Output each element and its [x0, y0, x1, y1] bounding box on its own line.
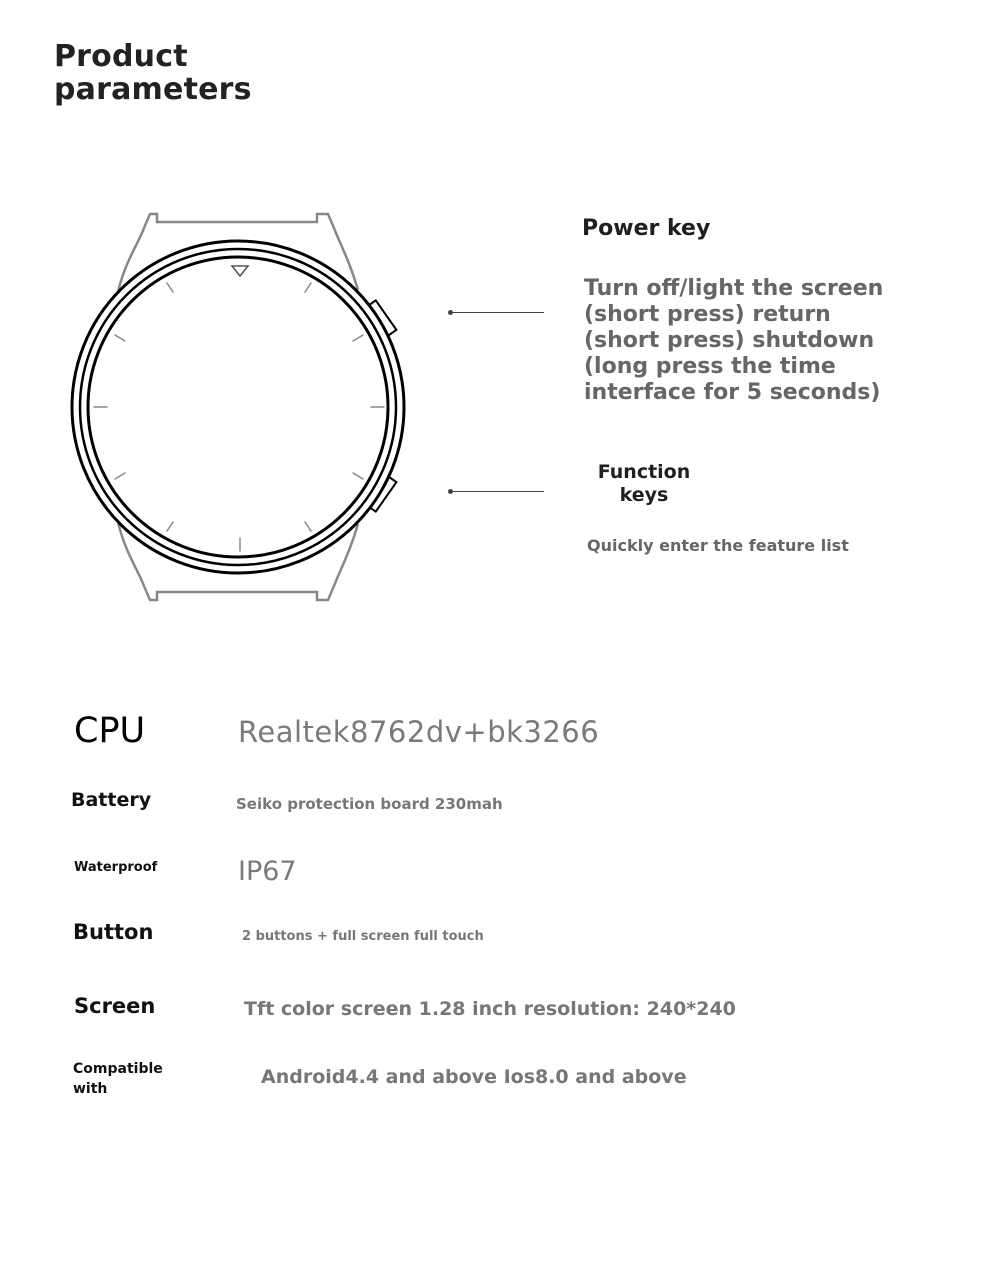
power-key-title: Power key [582, 216, 711, 241]
power-key-leader-line [451, 312, 544, 313]
spec-value: Seiko protection board 230mah [236, 795, 503, 813]
smartwatch-illustration [60, 200, 420, 610]
spec-label: Button [73, 920, 154, 944]
power-key-description: Turn off/light the screen (short press) return (short press) shutdown (long press the time interface for 5 seconds) [584, 276, 884, 405]
spec-label: Compatible with [73, 1061, 163, 1097]
spec-value: Android4.4 and above Ios8.0 and above [261, 1066, 687, 1088]
spec-label: Waterproof [74, 860, 158, 875]
spec-value: Realtek8762dv+bk3266 [238, 715, 600, 749]
spec-label: CPU [74, 711, 146, 751]
spec-value: 2 buttons + full screen full touch [242, 929, 484, 944]
spec-value: Tft color screen 1.28 inch resolution: 240*240 [244, 998, 736, 1020]
function-key-leader-line [451, 491, 544, 492]
function-keys-title: Function keys [597, 461, 691, 506]
function-keys-description: Quickly enter the feature list [587, 536, 849, 555]
spec-label: Screen [74, 994, 156, 1018]
watch-screen [88, 257, 388, 557]
spec-value: IP67 [238, 856, 297, 887]
spec-label: Battery [71, 789, 152, 811]
page-title: Product parameters [54, 39, 252, 107]
